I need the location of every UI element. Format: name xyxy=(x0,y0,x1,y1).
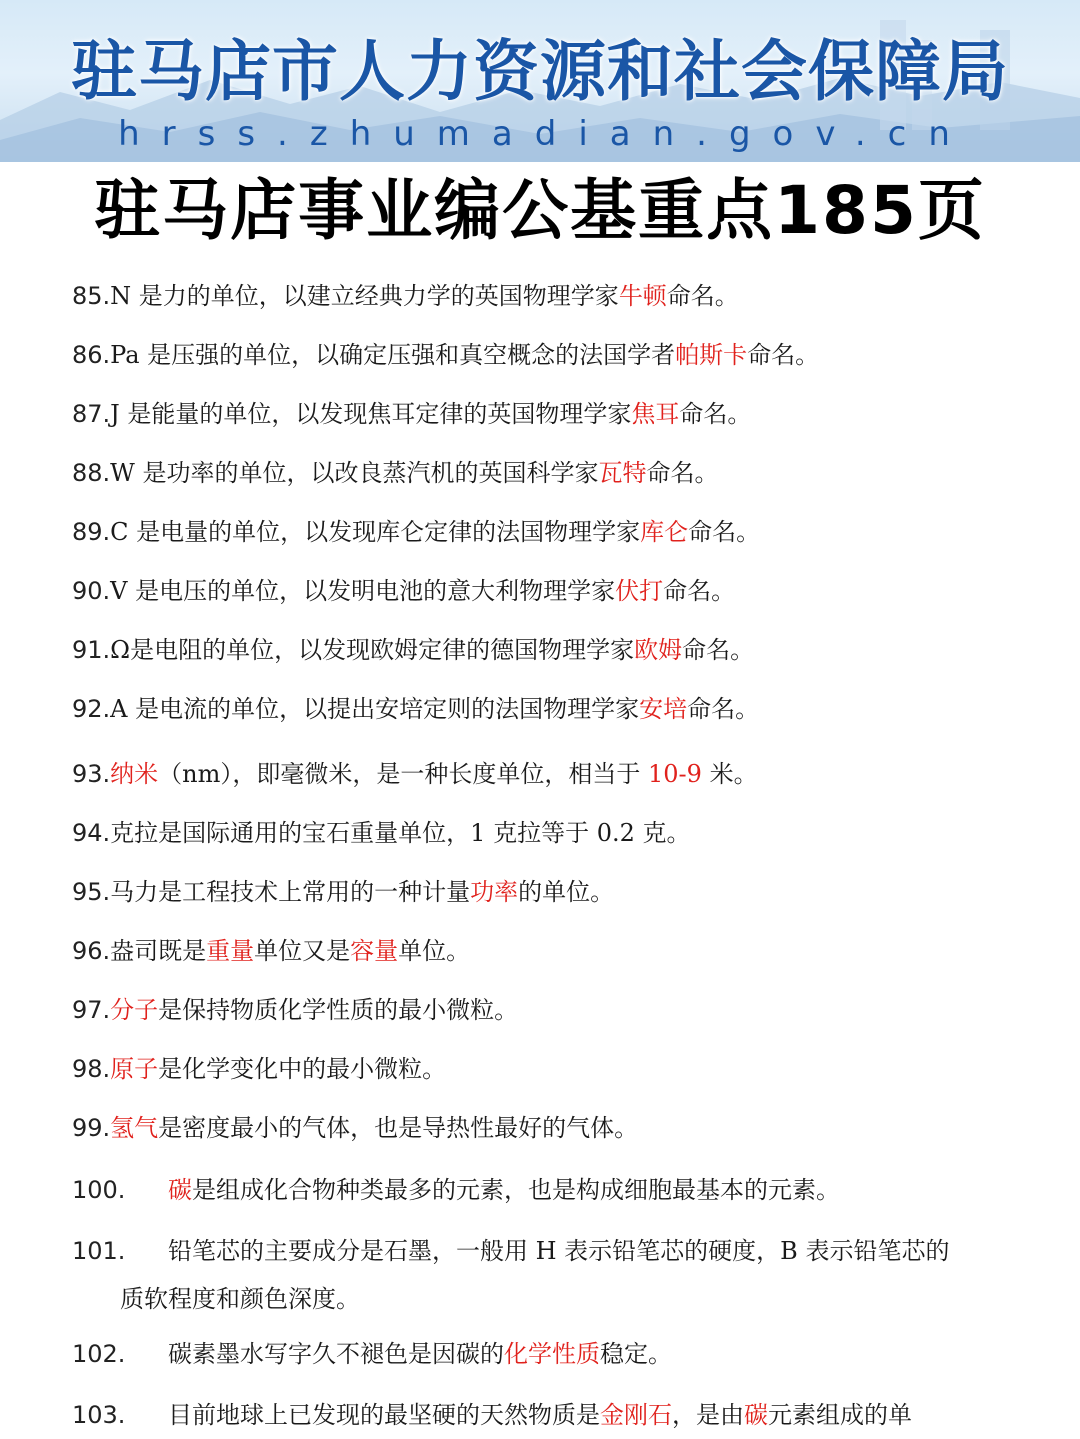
item-number: 96. xyxy=(72,937,111,965)
item-text: 元素组成的单 xyxy=(768,1401,912,1429)
item-highlight: 碳 xyxy=(168,1176,192,1204)
banner-title: 驻马店市人力资源和社会保障局 xyxy=(71,33,1009,110)
item-text: J 是能量的单位，以发现焦耳定律的英国物理学家 xyxy=(110,400,632,428)
item-text: 是保持物质化学性质的最小微粒。 xyxy=(158,996,519,1024)
item-number: 94. xyxy=(72,819,111,847)
item-number: 95. xyxy=(72,878,111,906)
item-number: 102. xyxy=(72,1340,126,1368)
page-title: 驻马店事业编公基重点185页 xyxy=(94,172,986,249)
item-highlight: 纳米 xyxy=(110,760,159,788)
item-text: 命名。 xyxy=(688,518,761,546)
item-text: 命名。 xyxy=(666,282,739,310)
list-item-94 xyxy=(72,818,1032,848)
item-number: 103. xyxy=(72,1401,126,1429)
list-item-92 xyxy=(72,694,1032,724)
list-item-89 xyxy=(72,517,1032,547)
item-text: 单位。 xyxy=(398,937,471,965)
item-text: 命名。 xyxy=(646,459,719,487)
item-text: 命名。 xyxy=(663,577,736,605)
item-highlight: 牛顿 xyxy=(618,282,667,310)
list-item-101 xyxy=(72,1227,1032,1323)
item-highlight: 化学性质 xyxy=(504,1340,600,1368)
list-item-99 xyxy=(72,1113,1032,1143)
list-item-103 xyxy=(72,1400,1032,1430)
list-item-88 xyxy=(72,458,1032,488)
item-text: 目前地球上已发现的最坚硬的天然物质是 xyxy=(168,1401,600,1429)
item-text: Ω是电阻的单位，以发现欧姆定律的德国物理学家 xyxy=(110,636,635,664)
item-highlight: 氢气 xyxy=(110,1114,159,1142)
item-text: 是组成化合物种类最多的元素，也是构成细胞最基本的元素。 xyxy=(192,1176,840,1204)
item-text: 铅笔芯的主要成分是石墨，一般用 H 表示铅笔芯的硬度，B 表示铅笔芯的 xyxy=(168,1237,950,1265)
item-highlight: 安培 xyxy=(639,695,688,723)
list-item-90 xyxy=(72,576,1032,606)
item-text: 盎司既是 xyxy=(110,937,207,965)
item-highlight: 瓦特 xyxy=(598,459,647,487)
list-item-97 xyxy=(72,995,1032,1025)
item-number: 88. xyxy=(72,459,111,487)
item-highlight: 原子 xyxy=(110,1055,159,1083)
item-number: 100. xyxy=(72,1176,126,1204)
list-item-93 xyxy=(72,759,1032,789)
item-highlight: 分子 xyxy=(110,996,159,1024)
item-text: 是密度最小的气体，也是导热性最好的气体。 xyxy=(158,1114,639,1142)
item-text: 单位又是 xyxy=(254,937,351,965)
item-text: 米。 xyxy=(701,760,758,788)
item-text-continued: 质软程度和颜色深度。 xyxy=(120,1285,360,1313)
item-text: W 是功率的单位，以改良蒸汽机的英国科学家 xyxy=(110,459,599,487)
item-number: 87. xyxy=(72,400,111,428)
item-highlight: 容量 xyxy=(350,937,399,965)
item-text: 的单位。 xyxy=(518,878,615,906)
item-text: 克拉是国际通用的宝石重量单位，1 克拉等于 0.2 克。 xyxy=(110,819,691,847)
item-number: 97. xyxy=(72,996,111,1024)
item-number: 91. xyxy=(72,636,111,664)
item-highlight: 金刚石 xyxy=(600,1401,672,1429)
item-text: V 是电压的单位，以发明电池的意大利物理学家 xyxy=(110,577,616,605)
item-text: 稳定。 xyxy=(600,1340,672,1368)
item-text: N 是力的单位，以建立经典力学的英国物理学家 xyxy=(110,282,619,310)
item-text: 马力是工程技术上常用的一种计量 xyxy=(110,878,471,906)
item-text: 是化学变化中的最小微粒。 xyxy=(158,1055,447,1083)
banner-url: hrss.zhumadian.gov.cn xyxy=(118,114,972,154)
list-item-98 xyxy=(72,1054,1032,1084)
item-text: A 是电流的单位，以提出安培定则的法国物理学家 xyxy=(110,695,640,723)
item-text: C 是电量的单位，以发现库仑定律的法国物理学家 xyxy=(110,518,641,546)
list-item-95 xyxy=(72,877,1032,907)
item-text: Pa 是压强的单位，以确定压强和真空概念的法国学者 xyxy=(110,341,676,369)
item-highlight: 库仑 xyxy=(640,518,689,546)
item-highlight: 碳 xyxy=(744,1401,768,1429)
item-number: 98. xyxy=(72,1055,111,1083)
item-highlight: 10-9 xyxy=(648,760,702,788)
item-text: ，是由 xyxy=(672,1401,744,1429)
item-highlight: 欧姆 xyxy=(634,636,683,664)
item-text: 命名。 xyxy=(679,400,752,428)
list-item-85 xyxy=(72,281,1032,311)
list-item-86 xyxy=(72,340,1032,370)
item-text: 命名。 xyxy=(687,695,760,723)
list-item-96 xyxy=(72,936,1032,966)
item-number: 85. xyxy=(72,282,111,310)
item-text: （nm），即毫微米，是一种长度单位，相当于 xyxy=(158,760,649,788)
item-text: 命名。 xyxy=(747,341,820,369)
list-item-87 xyxy=(72,399,1032,429)
list-item-91 xyxy=(72,635,1032,665)
item-number: 93. xyxy=(72,760,111,788)
item-number: 90. xyxy=(72,577,111,605)
item-number: 101. xyxy=(72,1237,126,1265)
list-item-102 xyxy=(72,1339,1032,1369)
item-text: 碳素墨水写字久不褪色是因碳的 xyxy=(168,1340,504,1368)
item-text: 命名。 xyxy=(682,636,755,664)
item-number: 89. xyxy=(72,518,111,546)
item-highlight: 帕斯卡 xyxy=(675,341,748,369)
item-highlight: 重量 xyxy=(206,937,255,965)
item-highlight: 伏打 xyxy=(615,577,664,605)
item-number: 86. xyxy=(72,341,111,369)
header-banner xyxy=(0,0,1080,162)
item-number: 99. xyxy=(72,1114,111,1142)
list-item-100 xyxy=(72,1175,1032,1205)
item-number: 92. xyxy=(72,695,111,723)
item-highlight: 焦耳 xyxy=(631,400,680,428)
item-highlight: 功率 xyxy=(470,878,519,906)
